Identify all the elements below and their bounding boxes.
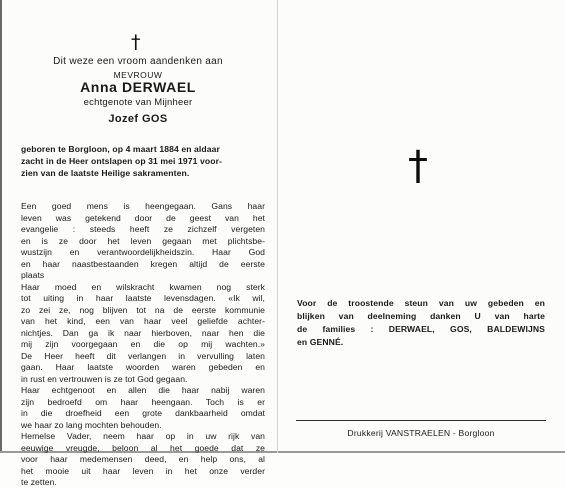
bio-line: geboren te Borgloon, op 4 maart 1884 en aldaar: [21, 144, 220, 154]
thanks-line: de families : DERWAEL, GOS, BALDEWIJNS: [297, 324, 545, 334]
verse-line: tot uiting in haar laatste levensdagen. «Ik wil,: [21, 293, 265, 303]
intro-text: Dit weze een vroom aandenken aan: [53, 56, 223, 67]
divider-rule: [296, 420, 546, 421]
verse-line: in rust en vertrouwen is ze tot God gegaan.: [21, 373, 188, 384]
verse-line: wustzijn en verantwoordelijkheidszin. Haar God: [21, 247, 265, 257]
spouse-line: echtgenote van Mijnheer: [83, 97, 193, 108]
printer-credit: Drukkerij VANSTRAELEN - Borgloon: [347, 428, 495, 438]
bio-paragraph: [21, 143, 266, 179]
deceased-name: Anna DERWAEL: [80, 79, 196, 95]
verse-line: gaan. Haar laatste woorden waren gebeden en: [21, 362, 265, 372]
verse-line: zo zei ze, nog blijven tot na de eerste kommunie: [21, 304, 265, 315]
verse-line: in die droefheid een grote dankbaarheid omdat: [21, 408, 265, 418]
verse-line: we haar zo lang mochten behouden.: [21, 419, 162, 430]
card-edge-left: [0, 0, 2, 453]
verse-line: eeuwige vreugde, beloon al het goede dat ze: [21, 442, 265, 453]
verse-paragraph: [21, 201, 265, 489]
thanks-paragraph: [297, 297, 545, 349]
card-fold-line: [277, 0, 278, 453]
verse-line: en is ze door het leven gegaan met plichtsbe-: [21, 235, 265, 246]
verse-line: Hemelse Vader, neem haar op in uw rijk van: [21, 431, 265, 441]
verse-line: het mooie uit haar leven in het onze verder: [21, 465, 265, 476]
bio-line: zacht in de Heer ontslapen op 31 mei 1971 voor-: [21, 156, 222, 166]
verse-line: evangelie : steeds heeft ze zichzelf vergeten: [21, 224, 265, 234]
cross-icon: †: [408, 143, 428, 189]
verse-line: mij zijn voorgegaan en die op mij wachten.»: [21, 339, 265, 349]
cross-icon: †: [131, 31, 141, 53]
verse-line: Haar echtgenoot en allen die haar nabij waren: [21, 385, 265, 395]
verse-line: Een goed mens is heengegaan. Gans haar: [21, 201, 265, 211]
verse-line: van het kind, een van haar veel geliefde achter-: [21, 316, 265, 326]
verse-line: zijn bedroefd om haar heengaan. Toch is er: [21, 396, 265, 407]
verse-line: nichtjes. Dan ga ik naar hierboven, naar hen die: [21, 327, 265, 338]
verse-line: en haar naastbestaanden kregen altijd de eerste: [21, 258, 265, 269]
thanks-line: Voor de troostende steun van uw gebeden en: [297, 298, 545, 308]
verse-line: voor haar medemensen deed, en help ons, al: [21, 454, 265, 464]
thanks-line: blijken van deelneming danken U van harte: [297, 311, 545, 321]
verse-line: leven was getekend door de geest van het: [21, 212, 265, 223]
verse-line: Haar moed en wilskracht kwamen nog sterk: [21, 281, 265, 292]
bio-line: zien van de laatste Heilige sakramenten.: [21, 168, 190, 178]
spouse-name: Jozef GOS: [108, 113, 168, 125]
thanks-line: en GENNÉ.: [297, 337, 344, 347]
verse-line: plaats: [21, 270, 45, 280]
verse-line: te zetten.: [21, 477, 57, 487]
title-mevrouw: MEVROUW: [113, 70, 163, 80]
verse-line: De Heer heeft dit verlangen in vervulling laten: [21, 350, 265, 361]
